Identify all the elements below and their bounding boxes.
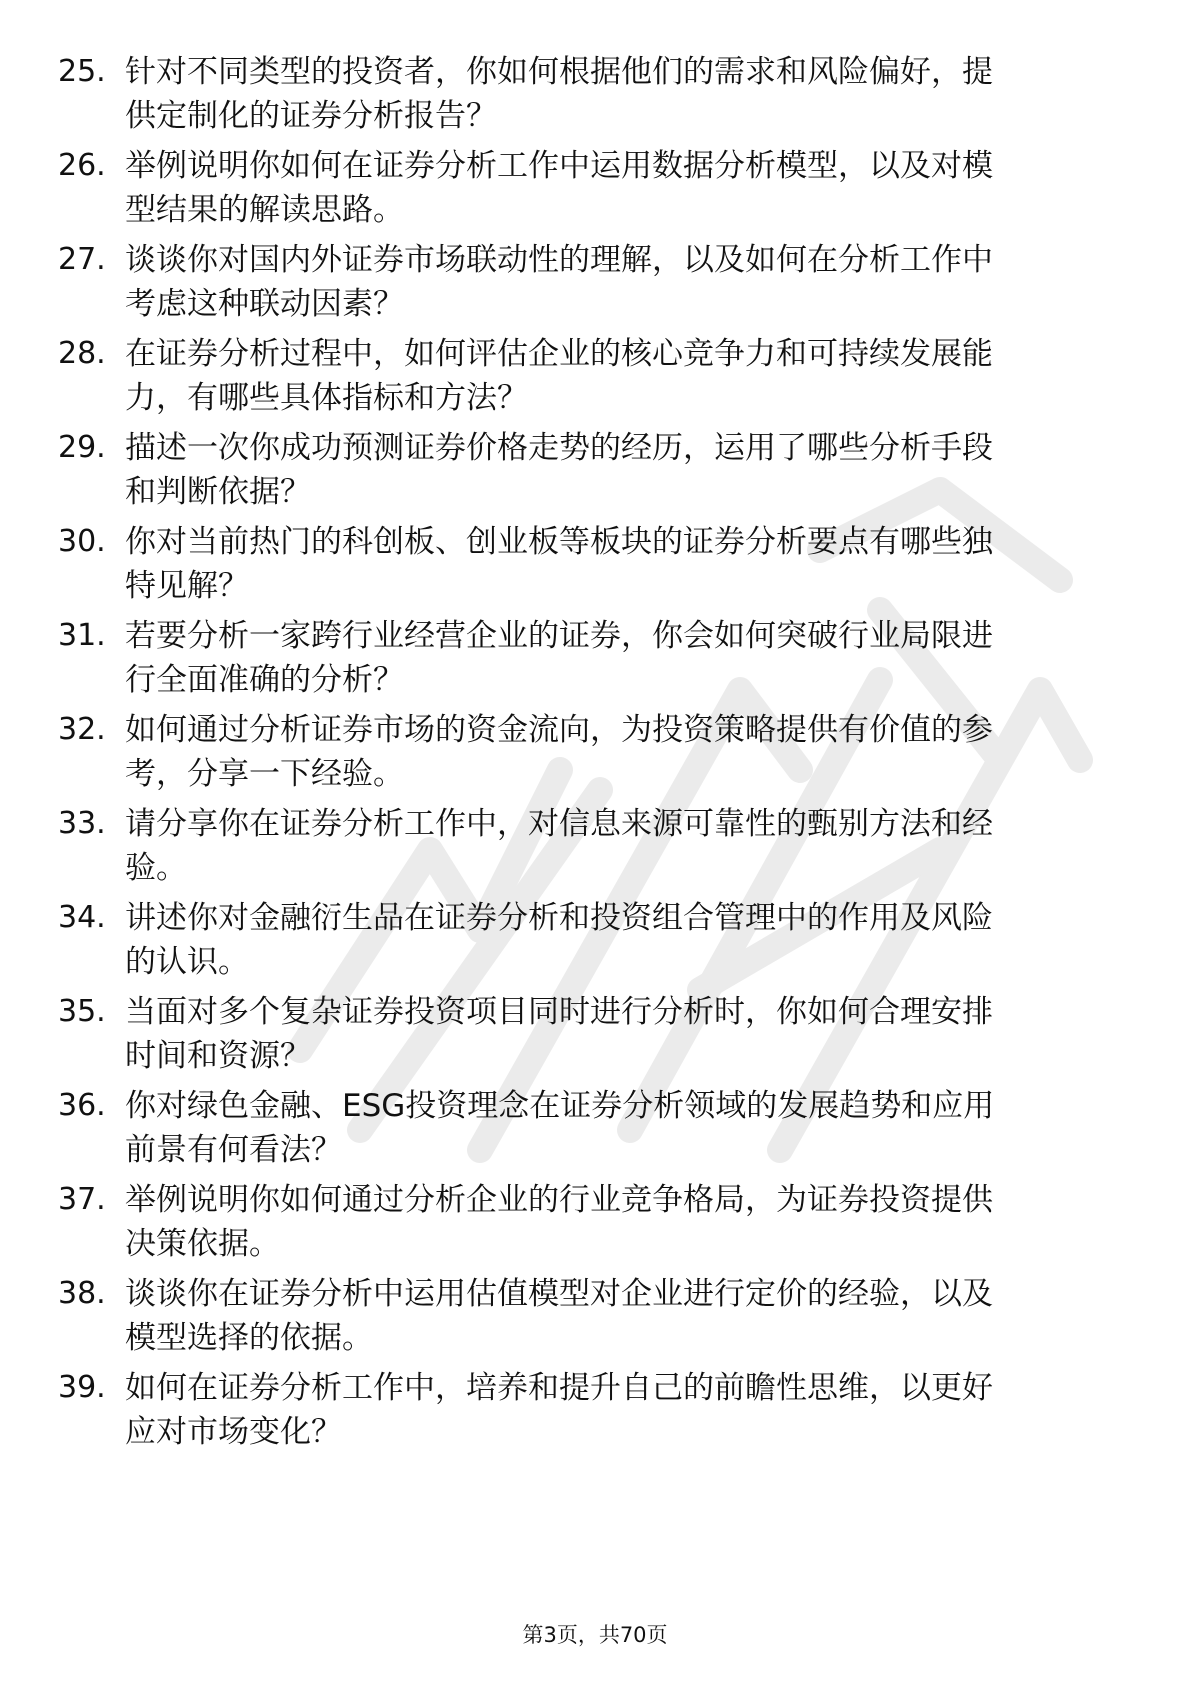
question-text-line-2: 验。 [125,850,187,886]
question-number: 37. [58,1182,106,1217]
question-number: 29. [58,430,106,465]
question-text-line-1: 如何通过分析证券市场的资金流向，为投资策略提供有价值的参 [125,712,993,748]
question-number: 26. [58,148,106,183]
question-text-line-1: 你对当前热门的科创板、创业板等板块的证券分析要点有哪些独 [125,524,993,560]
question-item [0,896,1190,990]
question-item [0,614,1190,708]
question-text-line-1: 举例说明你如何在证券分析工作中运用数据分析模型，以及对模 [125,148,993,184]
question-text-line-1: 当面对多个复杂证券投资项目同时进行分析时，你如何合理安排 [125,994,993,1030]
question-text-line-1: 讲述你对金融衍生品在证券分析和投资组合管理中的作用及风险 [125,900,993,936]
question-number: 30. [58,524,106,559]
question-text-line-2: 和判断依据？ [125,474,311,510]
question-item [0,990,1190,1084]
question-item [0,802,1190,896]
question-text-line-1: 谈谈你在证券分析中运用估值模型对企业进行定价的经验，以及 [125,1276,993,1312]
question-text-line-1: 在证券分析过程中，如何评估企业的核心竞争力和可持续发展能 [125,336,993,372]
page-footer [0,1620,1190,1650]
question-text-line-2: 型结果的解读思路。 [125,192,404,228]
question-text-line-1: 描述一次你成功预测证券价格走势的经历，运用了哪些分析手段 [125,430,993,466]
question-item [0,332,1190,426]
question-text-line-2: 行全面准确的分析？ [125,662,404,698]
question-text-line-2: 前景有何看法？ [125,1132,342,1168]
question-text-line-1: 谈谈你对国内外证券市场联动性的理解，以及如何在分析工作中 [125,242,993,278]
question-text-line-2: 考虑这种联动因素？ [125,286,404,322]
question-number: 34. [58,900,106,935]
question-item [0,1272,1190,1366]
question-item [0,50,1190,144]
question-text-line-2: 应对市场变化？ [125,1414,342,1450]
question-text-line-2: 考，分享一下经验。 [125,756,404,792]
question-text-line-1: 举例说明你如何通过分析企业的行业竞争格局，为证券投资提供 [125,1182,993,1218]
question-text-line-1: 针对不同类型的投资者，你如何根据他们的需求和风险偏好，提 [125,54,993,90]
question-text-line-2: 时间和资源？ [125,1038,311,1074]
question-number: 38. [58,1276,106,1311]
question-number: 32. [58,712,106,747]
question-item [0,1178,1190,1272]
question-text-line-2: 决策依据。 [125,1226,280,1262]
question-text-line-2: 特见解？ [125,568,249,604]
question-number: 39. [58,1370,106,1405]
question-item [0,520,1190,614]
question-text-line-1: 你对绿色金融、ESG投资理念在证券分析领域的发展趋势和应用 [125,1088,995,1124]
question-text-line-2: 供定制化的证券分析报告？ [125,98,497,134]
question-number: 27. [58,242,106,277]
question-number: 36. [58,1088,106,1123]
question-text-line-1: 若要分析一家跨行业经营企业的证券，你会如何突破行业局限进 [125,618,993,654]
question-item [0,1084,1190,1178]
question-item [0,426,1190,520]
question-text-line-2: 模型选择的依据。 [125,1320,373,1356]
question-number: 33. [58,806,106,841]
question-text-line-1: 如何在证券分析工作中，培养和提升自己的前瞻性思维，以更好 [125,1370,993,1406]
question-text-line-2: 力，有哪些具体指标和方法？ [125,380,528,416]
question-item [0,144,1190,238]
question-text-line-1: 请分享你在证券分析工作中，对信息来源可靠性的甄别方法和经 [125,806,993,842]
question-item [0,238,1190,332]
question-text-line-2: 的认识。 [125,944,249,980]
question-number: 28. [58,336,106,371]
question-number: 25. [58,54,106,89]
page-number-label: 第3页，共70页 [522,1623,668,1647]
question-number: 31. [58,618,106,653]
question-item [0,708,1190,802]
question-number: 35. [58,994,106,1029]
question-item [0,1366,1190,1460]
